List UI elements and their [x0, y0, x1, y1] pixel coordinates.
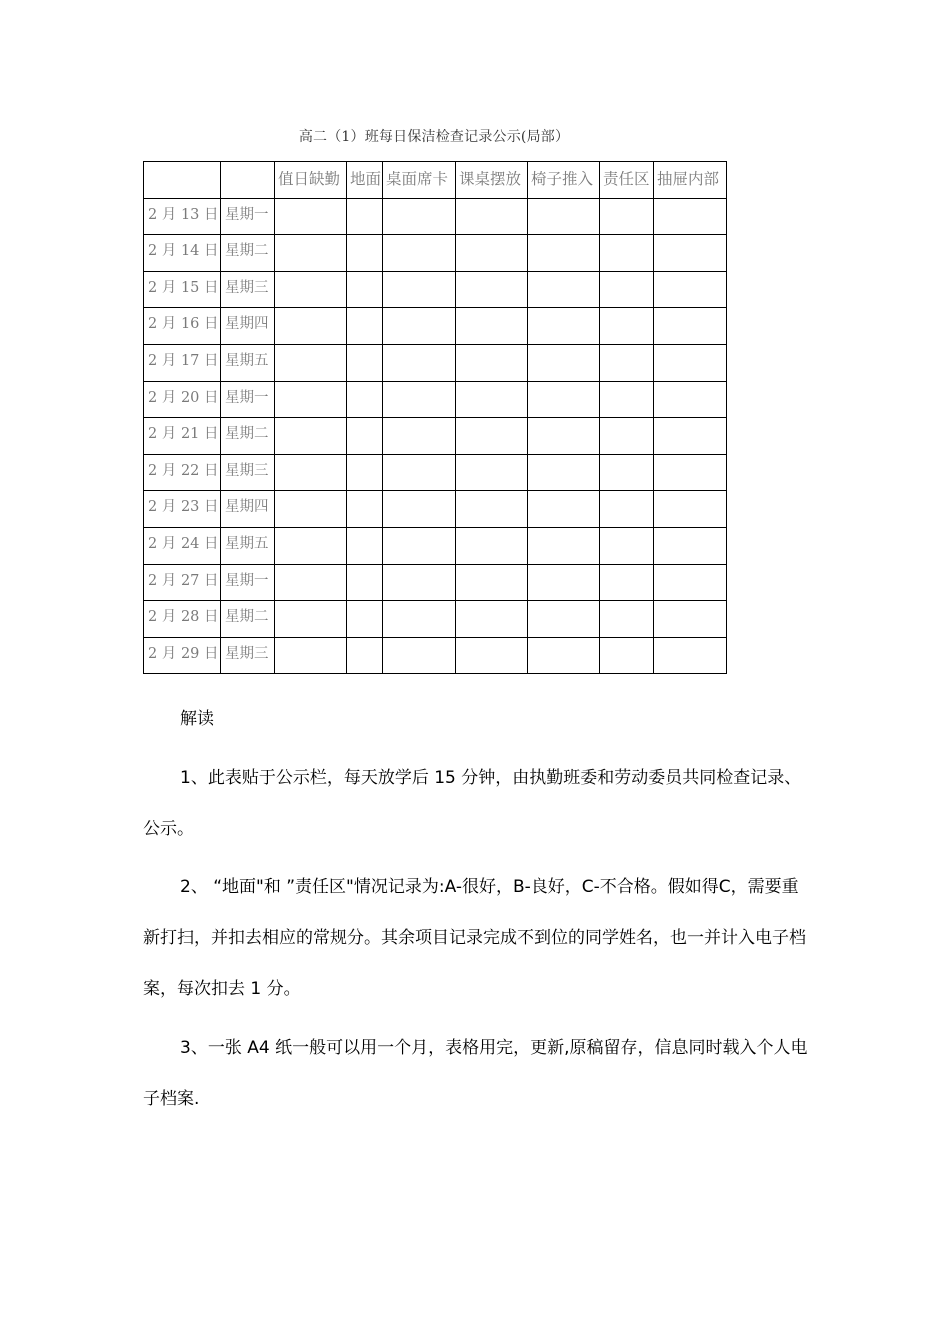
header-cell-desk-name-card: 桌面席卡	[383, 162, 456, 199]
paragraph-1: 1、此表贴于公示栏，每天放学后 15 分钟，由执勤班委和劳动委员共同检查记录、公示。	[143, 768, 802, 839]
record-cell	[528, 454, 600, 491]
record-cell	[383, 418, 456, 455]
record-cell	[654, 601, 727, 638]
record-cell	[456, 308, 528, 345]
record-cell	[456, 381, 528, 418]
record-cell	[275, 601, 347, 638]
record-cell	[654, 564, 727, 601]
record-cell	[383, 308, 456, 345]
table-row	[144, 308, 727, 345]
header-cell-duty-absence: 值日缺勤	[275, 162, 347, 199]
record-cell	[275, 344, 347, 381]
record-cell	[528, 601, 600, 638]
date-cell: 2 月 14 日	[144, 235, 221, 272]
record-cell	[600, 271, 654, 308]
header-cell-weekday	[221, 162, 275, 199]
record-cell	[600, 308, 654, 345]
date-cell: 2 月 28 日	[144, 601, 221, 638]
weekday-cell: 星期三	[221, 637, 275, 674]
paragraph-2: 2、 “地面"和 ”责任区"情况记录为:A-很好，B-良好，C-不合格。假如得C，需要重新打扫，并扣去相应的常规分。其余项目记录完成不到位的同学姓名，也一并计入电子档案，每次扣去 1 分。	[143, 877, 806, 999]
record-cell	[456, 527, 528, 564]
record-cell	[600, 564, 654, 601]
weekday-cell: 星期三	[221, 271, 275, 308]
record-cell	[383, 637, 456, 674]
page-title: 高二（1）班每日保洁检查记录公示(局部）	[298, 129, 570, 145]
record-cell	[275, 637, 347, 674]
record-cell	[347, 235, 383, 272]
record-cell	[383, 527, 456, 564]
record-cell	[383, 198, 456, 235]
date-cell: 2 月 23 日	[144, 491, 221, 528]
table-row	[144, 491, 727, 528]
header-cell-floor: 地面	[347, 162, 383, 199]
record-cell	[654, 454, 727, 491]
table-row	[144, 344, 727, 381]
date-cell: 2 月 27 日	[144, 564, 221, 601]
date-cell: 2 月 15 日	[144, 271, 221, 308]
record-cell	[275, 564, 347, 601]
record-cell	[275, 198, 347, 235]
date-cell: 2 月 20 日	[144, 381, 221, 418]
record-cell	[347, 491, 383, 528]
record-cell	[654, 344, 727, 381]
record-cell	[383, 271, 456, 308]
record-cell	[347, 418, 383, 455]
date-cell: 2 月 29 日	[144, 637, 221, 674]
header-cell-drawer-interior: 抽屉内部	[654, 162, 727, 199]
record-cell	[654, 308, 727, 345]
record-cell	[528, 527, 600, 564]
record-cell	[456, 637, 528, 674]
record-cell	[600, 235, 654, 272]
weekday-cell: 星期五	[221, 527, 275, 564]
inspection-table	[143, 161, 727, 674]
weekday-cell: 星期四	[221, 308, 275, 345]
date-cell: 2 月 21 日	[144, 418, 221, 455]
record-cell	[347, 601, 383, 638]
record-cell	[275, 308, 347, 345]
record-cell	[347, 527, 383, 564]
record-cell	[275, 381, 347, 418]
header-cell-date	[144, 162, 221, 199]
record-cell	[654, 381, 727, 418]
table-row	[144, 271, 727, 308]
record-cell	[528, 235, 600, 272]
record-cell	[600, 454, 654, 491]
record-cell	[347, 454, 383, 491]
record-cell	[600, 491, 654, 528]
record-cell	[654, 418, 727, 455]
record-cell	[383, 344, 456, 381]
record-cell	[456, 271, 528, 308]
weekday-cell: 星期三	[221, 454, 275, 491]
weekday-cell: 星期一	[221, 564, 275, 601]
record-cell	[654, 271, 727, 308]
record-cell	[383, 491, 456, 528]
record-cell	[347, 271, 383, 308]
date-cell: 2 月 24 日	[144, 527, 221, 564]
record-cell	[383, 601, 456, 638]
table-row	[144, 198, 727, 235]
table-row	[144, 527, 727, 564]
record-cell	[600, 601, 654, 638]
record-cell	[275, 454, 347, 491]
table-row	[144, 235, 727, 272]
record-cell	[383, 454, 456, 491]
record-cell	[347, 344, 383, 381]
paragraph-3: 3、一张 A4 纸一般可以用一个月，表格用完，更新,原稿留存，信息同时载入个人电子档案.	[143, 1038, 808, 1109]
date-cell: 2 月 13 日	[144, 198, 221, 235]
record-cell	[528, 491, 600, 528]
record-cell	[600, 418, 654, 455]
date-cell: 2 月 17 日	[144, 344, 221, 381]
date-cell: 2 月 16 日	[144, 308, 221, 345]
record-cell	[275, 527, 347, 564]
table-row	[144, 601, 727, 638]
record-cell	[528, 344, 600, 381]
record-cell	[456, 601, 528, 638]
record-cell	[456, 564, 528, 601]
record-cell	[654, 491, 727, 528]
record-cell	[275, 271, 347, 308]
date-cell: 2 月 22 日	[144, 454, 221, 491]
table-row	[144, 454, 727, 491]
record-cell	[600, 198, 654, 235]
table-row	[144, 418, 727, 455]
record-cell	[456, 491, 528, 528]
record-cell	[654, 198, 727, 235]
weekday-cell: 星期五	[221, 344, 275, 381]
record-cell	[347, 564, 383, 601]
table-row	[144, 637, 727, 674]
record-cell	[347, 198, 383, 235]
table-row	[144, 381, 727, 418]
record-cell	[383, 564, 456, 601]
header-cell-responsibility-area: 责任区	[600, 162, 654, 199]
record-cell	[600, 527, 654, 564]
table-row	[144, 564, 727, 601]
header-cell-chairs-pushed-in: 椅子推入	[528, 162, 600, 199]
record-cell	[528, 198, 600, 235]
record-cell	[347, 637, 383, 674]
weekday-cell: 星期二	[221, 601, 275, 638]
record-cell	[654, 527, 727, 564]
weekday-cell: 星期二	[221, 418, 275, 455]
record-cell	[528, 637, 600, 674]
record-cell	[456, 418, 528, 455]
weekday-cell: 星期一	[221, 198, 275, 235]
record-cell	[275, 235, 347, 272]
table-header-row	[144, 162, 727, 199]
record-cell	[347, 308, 383, 345]
record-cell	[347, 381, 383, 418]
weekday-cell: 星期二	[221, 235, 275, 272]
weekday-cell: 星期四	[221, 491, 275, 528]
record-cell	[275, 491, 347, 528]
weekday-cell: 星期一	[221, 381, 275, 418]
record-cell	[600, 637, 654, 674]
record-cell	[456, 454, 528, 491]
record-cell	[383, 235, 456, 272]
record-cell	[528, 308, 600, 345]
record-cell	[383, 381, 456, 418]
record-cell	[456, 235, 528, 272]
record-cell	[528, 381, 600, 418]
section-heading: 解读	[180, 709, 214, 729]
record-cell	[528, 271, 600, 308]
record-cell	[654, 637, 727, 674]
record-cell	[528, 564, 600, 601]
record-cell	[528, 418, 600, 455]
record-cell	[654, 235, 727, 272]
record-cell	[456, 198, 528, 235]
record-cell	[456, 344, 528, 381]
header-cell-desk-arrangement: 课桌摆放	[456, 162, 528, 199]
record-cell	[600, 381, 654, 418]
record-cell	[275, 418, 347, 455]
record-cell	[600, 344, 654, 381]
